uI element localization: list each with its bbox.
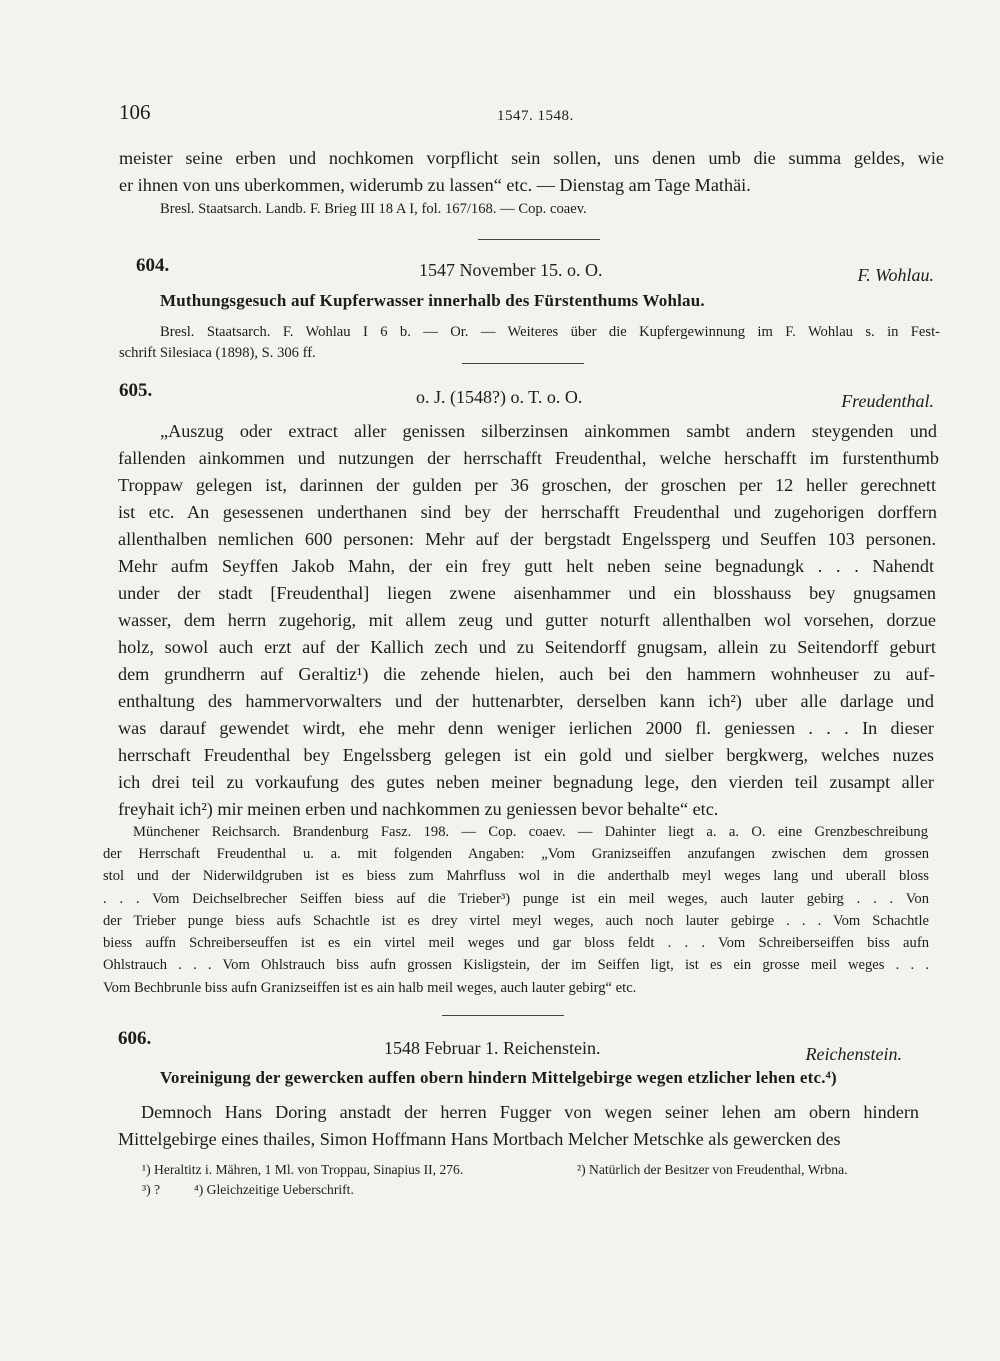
entry-605-line-6: Mehr aufm Seyffen Jakob Mahn, der ein frey gutt helt neben seine begnadungk . . . Nahendt bbox=[118, 556, 934, 576]
entry-605-line-15: freyhait ich²) mir meinen erben und nachkommen zu geniessen bevor behalte“ etc. bbox=[118, 799, 719, 819]
entry-604-number: 604. bbox=[136, 255, 170, 276]
entry-606-line-2: Mittelgebirge eines thailes, Simon Hoffmann Hans Mortbach Melcher Metschke als gewercken des bbox=[118, 1129, 841, 1149]
entry-605-note-7: Ohlstrauch . . . Vom Ohlstrauch biss aufn grossen Kisligstein, der im Seiffen ligt, ist es ein grosse meil weges . . . bbox=[103, 957, 929, 973]
entry-604-note-1: Bresl. Staatsarch. F. Wohlau I 6 b. — Or. — Weiteres über die Kupfergewinnung im F. Wohlau s. in Fest- bbox=[160, 324, 940, 340]
intro-line-2: er ihnen von uns uberkommen, widerumb zu lassen“ etc. — Dienstag am Tage Mathäi. bbox=[119, 175, 751, 195]
intro-line-1: meister seine erben und nochkomen vorpflicht sein sollen, uns denen umb die summa geldes, wie bbox=[119, 148, 944, 168]
entry-604-place: F. Wohlau. bbox=[857, 265, 934, 285]
footnote-2: ²) Natürlich der Besitzer von Freudenthal, Wrbna. bbox=[577, 1162, 848, 1177]
entry-605-line-5: allenthalben nemlichen 600 personen: Mehr auf der bergstadt Engelssperg und Seuffen 103 personen. bbox=[118, 529, 936, 549]
entry-605-line-10: dem grundherrn auf Geraltiz¹) die zehende hielen, auch bei den hammern wohnheuser zu auf- bbox=[118, 664, 935, 684]
entry-605-line-13: herrschaft Freudenthal bey Engelssberg gelegen ist ein gold und sielber bergkwerg, welches nuzes bbox=[118, 745, 934, 765]
entry-605-line-8: wasser, dem herrn zugehorig, mit allem zeug und gutter noturft allenthalben wol vorsehen, dorzue bbox=[118, 610, 936, 630]
entry-606-summary: Voreinigung der gewercken auffen obern hindern Mittelgebirge wegen etzlicher lehen etc.⁴) bbox=[160, 1068, 837, 1087]
separator-rule bbox=[462, 363, 584, 364]
entry-606-place: Reichenstein. bbox=[805, 1044, 902, 1064]
entry-605-line-12: was darauf gewendet wirdt, ehe mehr denn weniger ierlichen 2000 fl. geniessen . . . In dieser bbox=[118, 718, 934, 738]
entry-605-line-2: fallenden ainkommen und nutzungen der herrschafft Freudenthal, welche herschafft im furstenthumb bbox=[118, 448, 939, 468]
entry-604-date: 1547 November 15. o. O. bbox=[419, 260, 603, 280]
entry-605-line-1: „Auszug oder extract aller genissen silberzinsen ainkommen sambt andern steygenden und bbox=[160, 421, 937, 441]
entry-604-summary: Muthungsgesuch auf Kupferwasser innerhalb des Fürstenthums Wohlau. bbox=[160, 291, 705, 310]
entry-605-note-1: Münchener Reichsarch. Brandenburg Fasz. 198. — Cop. coaev. — Dahinter liegt a. a. O. eine Grenzbeschreibung bbox=[133, 824, 928, 840]
entry-605-note-8: Vom Bechbrunle biss aufn Granizseiffen ist es ain halb meil weges, auch lauter gebirg“ etc. bbox=[103, 980, 637, 996]
footnote-3: ³) ? bbox=[142, 1182, 161, 1197]
entry-606-number: 606. bbox=[118, 1028, 152, 1049]
entry-605-line-11: enthaltung des hammervorwalters und der huttenarbter, derselben kann ich²) uber alle darlage und bbox=[118, 691, 934, 711]
entry-605-note-2: der Herrschaft Freudenthal u. a. mit folgenden Angaben: „Vom Granizseiffen anzufangen zwischen dem grossen bbox=[103, 846, 929, 862]
footnote-4: ⁴) Gleichzeitige Ueberschrift. bbox=[194, 1182, 354, 1197]
intro-source: Bresl. Staatsarch. Landb. F. Brieg III 18 A I, fol. 167/168. — Cop. coaev. bbox=[160, 201, 587, 217]
separator-rule bbox=[478, 239, 600, 240]
entry-606-line-1: Demnoch Hans Doring anstadt der herren Fugger von wegen seiner lehen am obern hindern bbox=[141, 1102, 919, 1122]
running-head: 1547. 1548. bbox=[497, 108, 574, 124]
entry-605-note-5: der Trieber punge biess aufs Schachtle ist es drey virtel meyl weges, auch noch lauter gebirge . . . Vom Schachtle bbox=[103, 913, 929, 929]
entry-605-note-4: . . . Vom Deichselbrecher Seiffen biess auf die Trieber³) punge ist ein meil weges, auch lauter gebirg . . . Von bbox=[103, 891, 929, 907]
footnote-1: ¹) Heraltitz i. Mähren, 1 Ml. von Troppau, Sinapius II, 276. bbox=[142, 1162, 464, 1177]
entry-605-place: Freudenthal. bbox=[841, 391, 934, 411]
entry-605-line-4: ist etc. An gesessenen underthanen sind bey der herrschafft Freudenthal und zugehorigen dorffern bbox=[118, 502, 937, 522]
entry-605-line-9: holz, sowol auch erzt auf der Kallich zech und zu Seitendorff gnugsam, allein zu Seitendorff geburt bbox=[118, 637, 936, 657]
entry-605-line-3: Troppaw gelegen ist, darinnen der gulden per 36 groschen, der groschen per 12 heller gerechnett bbox=[118, 475, 936, 495]
entry-605-date: o. J. (1548?) o. T. o. O. bbox=[416, 387, 583, 407]
entry-606-date: 1548 Februar 1. Reichenstein. bbox=[384, 1038, 601, 1058]
entry-605-line-14: ich drei teil zu vorkaufung des gutes neben meiner begnadung lege, den vierden teil zusampt aller bbox=[118, 772, 934, 792]
entry-605-number: 605. bbox=[119, 380, 153, 401]
entry-605-note-3: stol und der Niderwildgruben ist es biess zum Mahrfluss wol in die anderthalb meyl weges lang und uberall bloss bbox=[103, 868, 929, 884]
page-number: 106 bbox=[119, 100, 151, 124]
entry-605-line-7: under der stadt [Freudenthal] liegen zwene aisenhammer und ein blosshauss bey gnugsamen bbox=[118, 583, 936, 603]
entry-605-note-6: biess auffn Schreiberseuffen ist es ein virtel meil weges und gar bloss feldt . . . Vom Schreiberseiffen biss aufn bbox=[103, 935, 929, 951]
separator-rule bbox=[442, 1015, 564, 1016]
entry-604-note-2: schrift Silesiaca (1898), S. 306 ff. bbox=[119, 345, 316, 361]
